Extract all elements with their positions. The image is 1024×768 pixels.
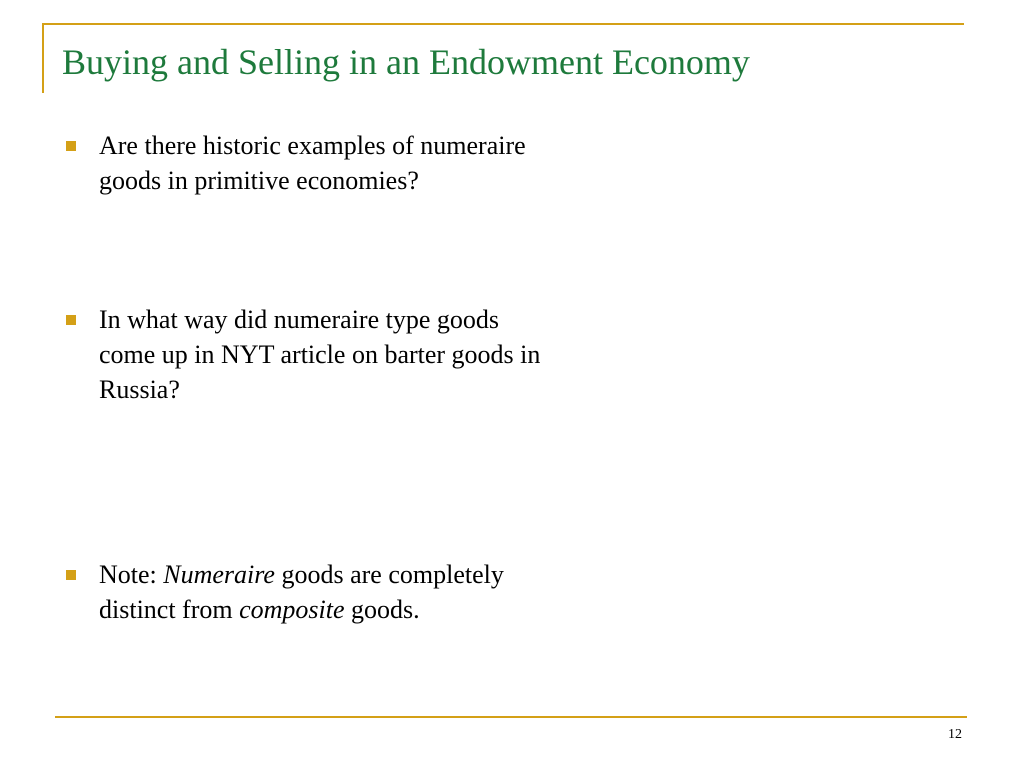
square-bullet-icon [66,315,76,325]
square-bullet-icon [66,141,76,151]
top-border-line [42,23,964,25]
note-suffix: goods. [344,595,420,624]
numeraire-term: Numeraire [163,560,275,589]
bullet-line: come up in NYT article on barter goods in [99,340,541,369]
note-middle: goods are completely [274,560,504,589]
note-line2-prefix: distinct from [99,595,240,624]
bottom-divider [55,716,967,718]
slide-title: Buying and Selling in an Endowment Economy [62,42,750,82]
page-number: 12 [948,727,962,742]
bullet-line: Are there historic examples of numeraire [99,131,526,160]
note-prefix: Note: [99,560,164,589]
bullet-text [99,128,639,198]
left-border-line [42,23,44,93]
bullet-line: goods in primitive economies? [99,166,419,195]
bullet-line: Russia? [99,375,180,404]
square-bullet-icon [66,570,76,580]
composite-term: composite [239,595,345,624]
bullet-text [99,557,639,627]
bullet-text [99,302,639,407]
bullet-line: In what way did numeraire type goods [99,305,500,334]
